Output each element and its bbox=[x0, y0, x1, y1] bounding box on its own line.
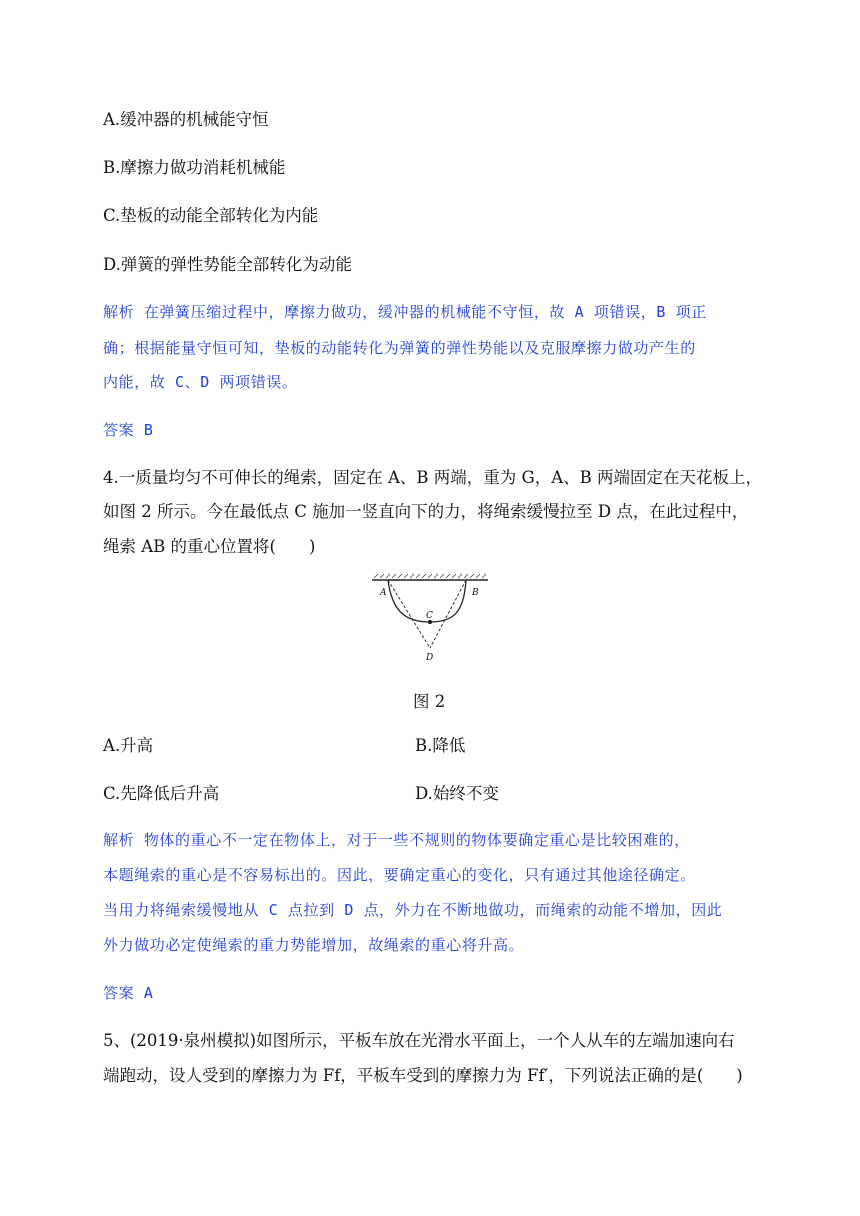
dashed-line-a-d bbox=[388, 580, 430, 648]
q4-option-a: A.升高 bbox=[103, 736, 154, 755]
ceiling-hatch bbox=[374, 574, 486, 578]
q3-option-c: C.垫板的动能全部转化为内能 bbox=[103, 206, 319, 225]
q4-analysis-line-4: 外力做功必定使绳索的重力势能增加，故绳索的重心将升高。 bbox=[103, 936, 525, 954]
q4-stem-line-3: 绳索 AB 的重心位置将( ) bbox=[103, 537, 316, 556]
q4-option-d: D.始终不变 bbox=[415, 784, 499, 803]
q3-analysis-line-1: 解析 在弹簧压缩过程中，摩擦力做功，缓冲器的机械能不守恒，故 A 项错误，B 项正 bbox=[103, 303, 707, 321]
label-b: B bbox=[472, 588, 479, 598]
q4-analysis-line-1: 解析 物体的重心不一定在物体上，对于一些不规则的物体要确定重心是比较困难的， bbox=[103, 831, 690, 849]
q5-stem-line-2: 端跑动，设人受到的摩擦力为 Ff，平板车受到的摩擦力为 Ff′，下列说法正确的是( ) bbox=[103, 1066, 743, 1085]
q4-option-c: C.先降低后升高 bbox=[103, 784, 220, 803]
rope-figure bbox=[368, 574, 492, 666]
label-d: D bbox=[426, 653, 434, 663]
q3-answer: 答案 B bbox=[103, 421, 154, 439]
figure-caption: 图 2 bbox=[413, 692, 446, 711]
q3-analysis-line-3: 内能，故 C、D 两项错误。 bbox=[103, 373, 298, 391]
label-a: A bbox=[380, 588, 387, 598]
dashed-line-b-d bbox=[430, 580, 466, 648]
q4-option-b: B.降低 bbox=[415, 736, 466, 755]
q3-option-b: B.摩擦力做功消耗机械能 bbox=[103, 158, 286, 177]
q4-analysis-line-3: 当用力将绳索缓慢地从 C 点拉到 D 点，外力在不断地做功，而绳索的动能不增加，因此 bbox=[103, 901, 723, 919]
q4-analysis-line-2: 本题绳索的重心是不容易标出的。因此，要确定重心的变化，只有通过其他途径确定。 bbox=[103, 866, 696, 884]
q4-stem-line-2: 如图 2 所示。今在最低点 C 施加一竖直向下的力，将绳索缓慢拉至 D 点，在此过程中， bbox=[103, 502, 749, 521]
q4-answer: 答案 A bbox=[103, 984, 154, 1002]
q3-option-d: D.弹簧的弹性势能全部转化为动能 bbox=[103, 255, 352, 274]
q3-analysis-line-2: 确；根据能量守恒可知，垫板的动能转化为弹簧的弹性势能以及克服摩擦力做功产生的 bbox=[103, 339, 696, 357]
q5-stem-line-1: 5、(2019·泉州模拟)如图所示，平板车放在光滑水平面上，一个人从车的左端加速向右 bbox=[103, 1031, 735, 1050]
label-c: C bbox=[426, 611, 433, 621]
q3-option-a: A.缓冲器的机械能守恒 bbox=[103, 110, 269, 129]
q4-stem-line-1: 4.一质量均匀不可伸长的绳索，固定在 A、B 两端，重为 G，A、B 两端固定在天花板上， bbox=[103, 468, 762, 487]
